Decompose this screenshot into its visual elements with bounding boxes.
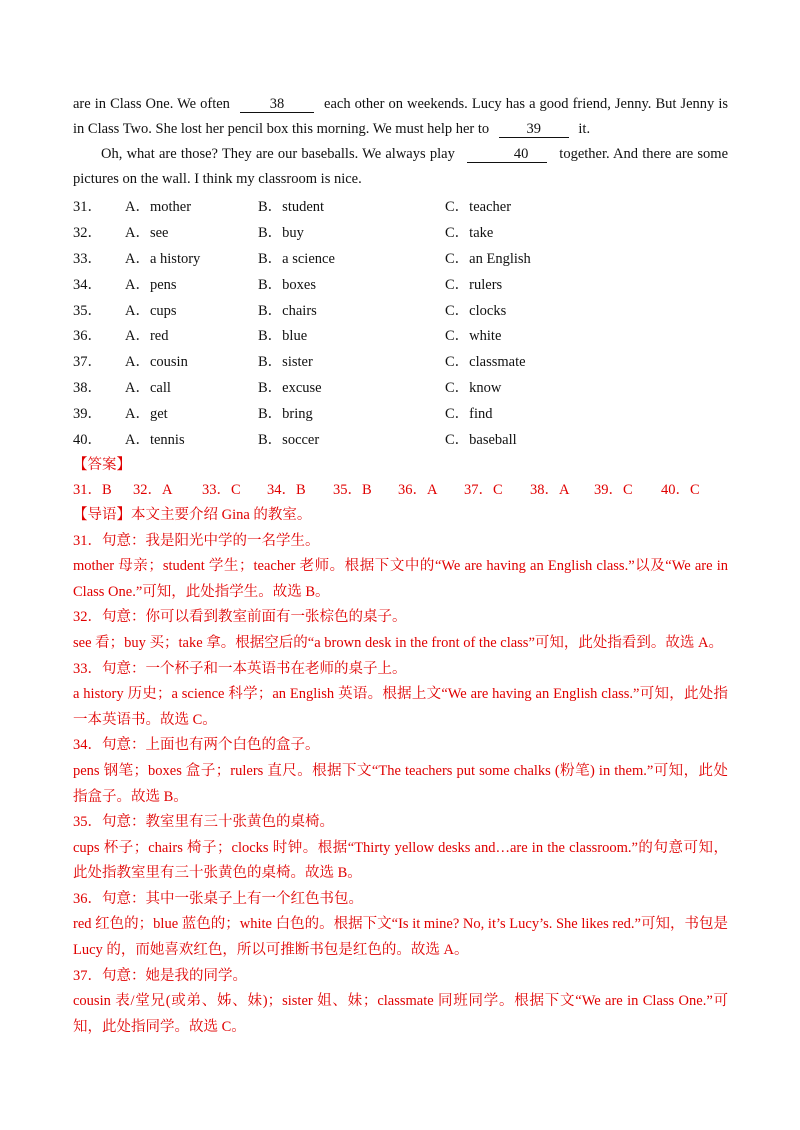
option-a: A．red (125, 328, 169, 345)
passage-text: each other on weekends. Lucy has a good friend, Jenny. But Jenny is in (73, 96, 728, 137)
passage-text: are in Class One. We often (73, 96, 230, 112)
document-page (73, 92, 728, 1040)
answer-item: 38．A (530, 481, 570, 498)
option-row (73, 270, 728, 296)
option-b: B．bring (258, 405, 313, 422)
option-c: C．classmate (445, 354, 526, 371)
question-number: 39． (73, 405, 102, 422)
option-row (73, 245, 728, 271)
answer-item: 39．C (594, 481, 633, 498)
answer-item: 40．C (661, 481, 700, 498)
option-row (73, 296, 728, 322)
answer-item: 37．C (464, 481, 503, 498)
explanation-line: cups 杯子；chairs 椅子；clocks 时钟。根据“Thirty yellow desks and…are in the classroom.”的句意可知，此处指教室里有三十张黄色的桌椅。故选 B。 (73, 839, 728, 882)
explanation-line: cousin 表/堂兄(或弟、姊、妹)；sister 姐、妹；classmate 同班同学。根据下文“We are in Class One.”可知，此处指同学。故选 C。 (73, 993, 728, 1035)
option-b: B．boxes (258, 276, 316, 293)
option-c: C．clocks (445, 302, 507, 319)
option-row (73, 219, 728, 245)
option-row (73, 193, 728, 219)
answer-item: 33．C (202, 481, 241, 498)
question-number: 38． (73, 379, 102, 396)
question-number: 32． (73, 225, 102, 242)
passage-text: Class Two. She lost her pencil box this morning. We must help her to (87, 121, 490, 137)
option-c: C．an English (445, 250, 531, 267)
option-a: A．mother (125, 199, 192, 216)
option-row (73, 425, 728, 451)
answer-item: 36．A (398, 481, 438, 498)
question-number: 40． (73, 431, 102, 448)
blank-38: 38 (240, 96, 314, 113)
passage-text: pictures on the wall. I think my classroom is nice. (73, 171, 362, 187)
explanation-line: 36．句意：其中一张桌子上有一个红色书包。 (73, 890, 363, 907)
guide-text: 【导语】本文主要介绍 Gina 的教室。 (73, 506, 312, 523)
passage-text: together. And there are some (559, 146, 729, 162)
blank-39: 39 (499, 121, 569, 138)
option-c: C．find (445, 405, 493, 422)
explanation-line: 33．句意：一个杯子和一本英语书在老师的桌子上。 (73, 660, 407, 677)
option-row (73, 399, 728, 425)
answer-item: 31．B (73, 481, 112, 498)
option-a: A．pens (125, 276, 177, 293)
passage-paragraph-2 (73, 142, 728, 192)
option-a: A．a history (125, 250, 201, 267)
answer-heading: 【答案】 (73, 456, 131, 473)
option-b: B．student (258, 199, 325, 216)
option-a: A．get (125, 405, 168, 422)
options-list (73, 193, 728, 451)
question-number: 31． (73, 199, 102, 216)
explanation-line: 32．句意：你可以看到教室前面有一张棕色的桌子。 (73, 609, 407, 626)
explanation-line: a history 历史；a science 科学；an English 英语。根据上文“We are having an English class.”可知，此处指一本英语书。故选 C。 (73, 686, 728, 728)
option-c: C．know (445, 379, 502, 396)
explanation-line: see 看；buy 买；take 拿。根据空后的“a brown desk in the front of the class”可知，此处指看到。故选 A。 (73, 634, 723, 651)
passage-text: Oh, what are those? They are our baseballs. We always play (101, 146, 455, 162)
option-a: A．cousin (125, 354, 188, 371)
option-b: B．soccer (258, 431, 320, 448)
option-c: C．rulers (445, 276, 503, 293)
option-row (73, 348, 728, 374)
question-number: 33． (73, 250, 102, 267)
explanation-line: red 红色的；blue 蓝色的；white 白色的。根据下文“Is it mine? No, it’s Lucy’s. She likes red.”可知，书包是 Lucy 的，而她喜欢红色，所以可推断书包是红色的。故选 A。 (73, 916, 728, 959)
option-c: C．take (445, 225, 494, 242)
option-b: B．blue (258, 328, 308, 345)
option-b: B．buy (258, 225, 304, 242)
option-row (73, 374, 728, 400)
answer-item: 35．B (333, 481, 372, 498)
option-a: A．call (125, 379, 171, 396)
option-a: A．cups (125, 302, 177, 319)
question-number: 34． (73, 276, 102, 293)
option-c: C．white (445, 328, 502, 345)
answer-item: 32．A (133, 481, 173, 498)
question-number: 35． (73, 302, 102, 319)
explanation-line: 35．句意：教室里有三十张黄色的桌椅。 (73, 814, 334, 831)
option-b: B．excuse (258, 379, 322, 396)
option-a: A．tennis (125, 431, 185, 448)
explanation-line: pens 钢笔；boxes 盒子；rulers 直尺。根据下文“The teachers put some chalks (粉笔) in them.”可知，此处指盒子。故选 B。 (73, 762, 728, 805)
option-b: B．a science (258, 250, 335, 267)
option-row (73, 322, 728, 348)
option-c: C．baseball (445, 431, 517, 448)
passage-text: it. (578, 121, 591, 137)
question-number: 37． (73, 354, 102, 371)
explanation-line: 34．句意：上面也有两个白色的盒子。 (73, 737, 320, 754)
answer-key (73, 478, 728, 503)
explanation-line: mother 母亲；student 学生；teacher 老师。根据下文中的“We are having an English class.”以及“We are in Class One.”可知，此处指学生。故选 B。 (73, 558, 728, 600)
passage-paragraph-1 (73, 92, 728, 142)
answer-item: 34．B (267, 481, 306, 498)
explanation-line: 31．句意：我是阳光中学的一名学生。 (73, 532, 320, 549)
explanation-line: 37．句意：她是我的同学。 (73, 967, 247, 984)
option-b: B．sister (258, 354, 313, 371)
option-b: B．chairs (258, 302, 317, 319)
question-number: 36． (73, 328, 102, 345)
blank-40: 40 (467, 146, 547, 163)
option-a: A．see (125, 225, 169, 242)
option-c: C．teacher (445, 199, 512, 216)
